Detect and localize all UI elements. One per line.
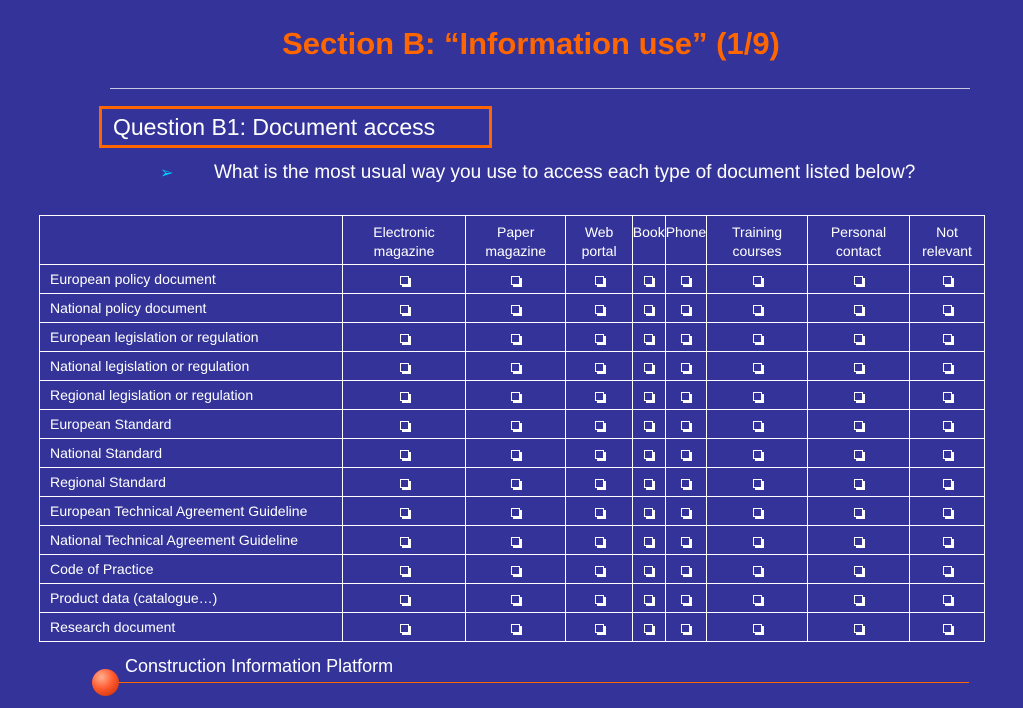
question-label: Question B1: Document access (113, 114, 436, 140)
checkbox-icon[interactable] (644, 508, 653, 517)
checkbox-cell[interactable] (807, 439, 909, 468)
checkbox-icon[interactable] (644, 305, 653, 314)
checkbox-icon[interactable] (595, 566, 604, 575)
checkbox-icon[interactable] (943, 624, 952, 633)
table-row (40, 265, 985, 294)
checkbox-cell[interactable] (466, 613, 566, 642)
checkbox-cell[interactable] (910, 352, 985, 381)
checkbox-icon[interactable] (753, 363, 762, 372)
checkbox-icon[interactable] (511, 305, 520, 314)
checkbox-cell[interactable] (807, 526, 909, 555)
checkbox-icon[interactable] (943, 305, 952, 314)
checkbox-cell[interactable] (466, 381, 566, 410)
checkbox-cell[interactable] (910, 439, 985, 468)
checkbox-icon[interactable] (943, 421, 952, 430)
checkbox-cell[interactable] (707, 439, 808, 468)
checkbox-icon[interactable] (400, 305, 409, 314)
checkbox-cell[interactable] (466, 468, 566, 497)
checkbox-icon[interactable] (400, 566, 409, 575)
slide-title: Section B: “Information use” (1/9) (282, 26, 780, 61)
checkbox-cell[interactable] (343, 323, 466, 352)
checkbox-cell[interactable] (665, 497, 706, 526)
table-row (40, 439, 985, 468)
table-header-row (40, 216, 985, 265)
checkbox-cell[interactable] (665, 265, 706, 294)
checkbox-cell[interactable] (910, 526, 985, 555)
table-body (40, 265, 985, 642)
checkbox-cell[interactable] (632, 468, 665, 497)
title-divider (110, 88, 970, 89)
checkbox-cell[interactable] (910, 613, 985, 642)
checkbox-icon[interactable] (681, 508, 690, 517)
checkbox-cell[interactable] (343, 352, 466, 381)
checkbox-cell[interactable] (632, 352, 665, 381)
checkbox-cell[interactable] (466, 584, 566, 613)
table-row (40, 613, 985, 642)
checkbox-icon[interactable] (943, 566, 952, 575)
checkbox-icon[interactable] (943, 595, 952, 604)
checkbox-icon[interactable] (400, 624, 409, 633)
checkbox-icon[interactable] (644, 595, 653, 604)
checkbox-icon[interactable] (753, 537, 762, 546)
checkbox-cell[interactable] (632, 294, 665, 323)
checkbox-icon[interactable] (943, 450, 952, 459)
checkbox-icon[interactable] (943, 479, 952, 488)
document-access-table (39, 215, 985, 642)
checkbox-icon[interactable] (644, 566, 653, 575)
checkbox-cell[interactable] (343, 265, 466, 294)
checkbox-cell[interactable] (707, 526, 808, 555)
checkbox-icon[interactable] (400, 508, 409, 517)
checkbox-cell[interactable] (632, 410, 665, 439)
checkbox-cell[interactable] (807, 555, 909, 584)
checkbox-cell[interactable] (807, 265, 909, 294)
checkbox-icon[interactable] (753, 450, 762, 459)
checkbox-icon[interactable] (753, 595, 762, 604)
checkbox-cell[interactable] (343, 526, 466, 555)
checkbox-icon[interactable] (511, 450, 520, 459)
checkbox-cell[interactable] (632, 613, 665, 642)
checkbox-cell[interactable] (566, 468, 632, 497)
checkbox-icon[interactable] (753, 566, 762, 575)
checkbox-icon[interactable] (854, 595, 863, 604)
checkbox-icon[interactable] (854, 421, 863, 430)
checkbox-icon[interactable] (595, 421, 604, 430)
arrow-bullet-icon: ➢ (160, 165, 174, 182)
checkbox-icon[interactable] (511, 595, 520, 604)
checkbox-cell[interactable] (910, 381, 985, 410)
checkbox-icon[interactable] (644, 421, 653, 430)
table-row (40, 497, 985, 526)
checkbox-icon[interactable] (681, 334, 690, 343)
column-header: Not relevant (910, 216, 985, 265)
column-header: Phone (665, 216, 706, 265)
checkbox-icon[interactable] (681, 479, 690, 488)
checkbox-cell[interactable] (343, 294, 466, 323)
checkbox-icon[interactable] (400, 479, 409, 488)
checkbox-icon[interactable] (644, 479, 653, 488)
checkbox-icon[interactable] (595, 450, 604, 459)
checkbox-cell[interactable] (566, 352, 632, 381)
row-label: Regional legislation or regulation (40, 381, 343, 410)
checkbox-cell[interactable] (707, 381, 808, 410)
checkbox-icon[interactable] (681, 276, 690, 285)
checkbox-icon[interactable] (595, 479, 604, 488)
column-header: Book (632, 216, 665, 265)
table-row (40, 381, 985, 410)
checkbox-cell[interactable] (707, 613, 808, 642)
row-label: Product data (catalogue…) (40, 584, 343, 613)
checkbox-icon[interactable] (511, 508, 520, 517)
row-label: European policy document (40, 265, 343, 294)
checkbox-icon[interactable] (681, 566, 690, 575)
checkbox-cell[interactable] (707, 265, 808, 294)
checkbox-icon[interactable] (943, 363, 952, 372)
table-row (40, 526, 985, 555)
row-label: National policy document (40, 294, 343, 323)
checkbox-icon[interactable] (753, 421, 762, 430)
table-row (40, 352, 985, 381)
checkbox-cell[interactable] (343, 555, 466, 584)
checkbox-cell[interactable] (910, 584, 985, 613)
row-label: European Technical Agreement Guideline (40, 497, 343, 526)
checkbox-cell[interactable] (665, 613, 706, 642)
checkbox-icon[interactable] (595, 276, 604, 285)
checkbox-icon[interactable] (511, 392, 520, 401)
checkbox-cell[interactable] (707, 584, 808, 613)
checkbox-icon[interactable] (400, 421, 409, 430)
row-label: National legislation or regulation (40, 352, 343, 381)
checkbox-icon[interactable] (753, 334, 762, 343)
checkbox-icon[interactable] (511, 537, 520, 546)
checkbox-cell[interactable] (665, 323, 706, 352)
checkbox-cell[interactable] (466, 265, 566, 294)
checkbox-icon[interactable] (400, 392, 409, 401)
checkbox-cell[interactable] (632, 265, 665, 294)
footer-divider (118, 682, 969, 683)
checkbox-icon[interactable] (681, 595, 690, 604)
question-text: What is the most usual way you use to access each type of document listed below? (214, 162, 916, 183)
checkbox-cell[interactable] (466, 526, 566, 555)
table-row (40, 584, 985, 613)
checkbox-cell[interactable] (707, 555, 808, 584)
checkbox-icon[interactable] (644, 276, 653, 285)
checkbox-icon[interactable] (595, 624, 604, 633)
checkbox-icon[interactable] (681, 363, 690, 372)
checkbox-cell[interactable] (466, 555, 566, 584)
checkbox-cell[interactable] (910, 323, 985, 352)
checkbox-cell[interactable] (665, 410, 706, 439)
checkbox-icon[interactable] (681, 624, 690, 633)
checkbox-icon[interactable] (511, 334, 520, 343)
checkbox-icon[interactable] (681, 450, 690, 459)
column-header: Training courses (707, 216, 808, 265)
checkbox-icon[interactable] (753, 305, 762, 314)
checkbox-icon[interactable] (595, 508, 604, 517)
checkbox-cell[interactable] (707, 323, 808, 352)
checkbox-cell[interactable] (665, 439, 706, 468)
checkbox-cell[interactable] (632, 584, 665, 613)
checkbox-icon[interactable] (400, 595, 409, 604)
checkbox-cell[interactable] (632, 381, 665, 410)
checkbox-cell[interactable] (566, 410, 632, 439)
column-header: Web portal (566, 216, 632, 265)
checkbox-icon[interactable] (681, 537, 690, 546)
checkbox-cell[interactable] (665, 352, 706, 381)
checkbox-cell[interactable] (910, 265, 985, 294)
checkbox-cell[interactable] (707, 294, 808, 323)
checkbox-cell[interactable] (566, 381, 632, 410)
checkbox-cell[interactable] (566, 439, 632, 468)
checkbox-cell[interactable] (566, 265, 632, 294)
checkbox-cell[interactable] (466, 323, 566, 352)
checkbox-icon[interactable] (595, 595, 604, 604)
checkbox-cell[interactable] (910, 468, 985, 497)
checkbox-icon[interactable] (943, 334, 952, 343)
checkbox-icon[interactable] (400, 363, 409, 372)
checkbox-cell[interactable] (343, 439, 466, 468)
row-label: National Technical Agreement Guideline (40, 526, 343, 555)
checkbox-cell[interactable] (632, 497, 665, 526)
checkbox-icon[interactable] (681, 421, 690, 430)
row-label: Code of Practice (40, 555, 343, 584)
checkbox-cell[interactable] (910, 555, 985, 584)
question-label-box (99, 106, 492, 148)
orb-logo-icon (92, 669, 119, 696)
checkbox-icon[interactable] (595, 305, 604, 314)
checkbox-cell[interactable] (566, 584, 632, 613)
checkbox-icon[interactable] (400, 450, 409, 459)
checkbox-icon[interactable] (753, 508, 762, 517)
checkbox-cell[interactable] (466, 497, 566, 526)
column-header: Personal contact (807, 216, 909, 265)
checkbox-icon[interactable] (595, 363, 604, 372)
checkbox-icon[interactable] (681, 305, 690, 314)
checkbox-cell[interactable] (707, 410, 808, 439)
table-row (40, 294, 985, 323)
checkbox-cell[interactable] (665, 294, 706, 323)
checkbox-icon[interactable] (511, 276, 520, 285)
checkbox-cell[interactable] (807, 497, 909, 526)
checkbox-icon[interactable] (644, 450, 653, 459)
checkbox-icon[interactable] (753, 479, 762, 488)
checkbox-icon[interactable] (854, 334, 863, 343)
checkbox-icon[interactable] (644, 624, 653, 633)
checkbox-icon[interactable] (511, 363, 520, 372)
checkbox-cell[interactable] (466, 294, 566, 323)
checkbox-cell[interactable] (807, 584, 909, 613)
column-header: Electronic magazine (343, 216, 466, 265)
checkbox-cell[interactable] (807, 323, 909, 352)
checkbox-icon[interactable] (511, 566, 520, 575)
checkbox-cell[interactable] (632, 555, 665, 584)
checkbox-icon[interactable] (854, 508, 863, 517)
checkbox-icon[interactable] (400, 276, 409, 285)
checkbox-cell[interactable] (343, 410, 466, 439)
checkbox-cell[interactable] (910, 410, 985, 439)
checkbox-cell[interactable] (466, 352, 566, 381)
checkbox-cell[interactable] (566, 526, 632, 555)
checkbox-cell[interactable] (343, 468, 466, 497)
checkbox-cell[interactable] (807, 468, 909, 497)
checkbox-icon[interactable] (753, 276, 762, 285)
checkbox-icon[interactable] (511, 479, 520, 488)
checkbox-icon[interactable] (943, 537, 952, 546)
checkbox-cell[interactable] (632, 439, 665, 468)
checkbox-cell[interactable] (807, 352, 909, 381)
checkbox-cell[interactable] (466, 439, 566, 468)
table-corner-cell (40, 216, 343, 265)
checkbox-cell[interactable] (343, 381, 466, 410)
checkbox-icon[interactable] (854, 479, 863, 488)
checkbox-icon[interactable] (595, 392, 604, 401)
checkbox-cell[interactable] (566, 294, 632, 323)
checkbox-icon[interactable] (854, 363, 863, 372)
checkbox-icon[interactable] (753, 392, 762, 401)
checkbox-cell[interactable] (566, 613, 632, 642)
checkbox-cell[interactable] (665, 584, 706, 613)
checkbox-icon[interactable] (595, 334, 604, 343)
checkbox-cell[interactable] (566, 497, 632, 526)
checkbox-cell[interactable] (343, 497, 466, 526)
row-label: Regional Standard (40, 468, 343, 497)
checkbox-cell[interactable] (807, 294, 909, 323)
checkbox-icon[interactable] (854, 450, 863, 459)
checkbox-icon[interactable] (854, 305, 863, 314)
checkbox-icon[interactable] (644, 363, 653, 372)
checkbox-cell[interactable] (807, 381, 909, 410)
row-label: European legislation or regulation (40, 323, 343, 352)
checkbox-icon[interactable] (943, 276, 952, 285)
checkbox-cell[interactable] (707, 352, 808, 381)
checkbox-cell[interactable] (910, 294, 985, 323)
checkbox-cell[interactable] (566, 555, 632, 584)
checkbox-cell[interactable] (707, 468, 808, 497)
checkbox-icon[interactable] (644, 537, 653, 546)
checkbox-cell[interactable] (632, 526, 665, 555)
checkbox-icon[interactable] (943, 508, 952, 517)
checkbox-cell[interactable] (665, 381, 706, 410)
checkbox-icon[interactable] (511, 624, 520, 633)
column-header: Paper magazine (466, 216, 566, 265)
table-row (40, 468, 985, 497)
checkbox-cell[interactable] (466, 410, 566, 439)
checkbox-icon[interactable] (854, 392, 863, 401)
checkbox-icon[interactable] (400, 334, 409, 343)
checkbox-icon[interactable] (854, 537, 863, 546)
checkbox-cell[interactable] (665, 526, 706, 555)
checkbox-icon[interactable] (854, 276, 863, 285)
checkbox-cell[interactable] (807, 410, 909, 439)
checkbox-icon[interactable] (854, 566, 863, 575)
checkbox-cell[interactable] (807, 613, 909, 642)
checkbox-cell[interactable] (665, 555, 706, 584)
checkbox-icon[interactable] (511, 421, 520, 430)
row-label: National Standard (40, 439, 343, 468)
footer-text: Construction Information Platform (125, 656, 394, 676)
checkbox-icon[interactable] (644, 334, 653, 343)
checkbox-cell[interactable] (665, 468, 706, 497)
row-label: Research document (40, 613, 343, 642)
checkbox-icon[interactable] (943, 392, 952, 401)
row-label: European Standard (40, 410, 343, 439)
table-row (40, 410, 985, 439)
checkbox-cell[interactable] (566, 323, 632, 352)
checkbox-cell[interactable] (343, 584, 466, 613)
table-row (40, 323, 985, 352)
checkbox-icon[interactable] (854, 624, 863, 633)
checkbox-cell[interactable] (910, 497, 985, 526)
checkbox-icon[interactable] (681, 392, 690, 401)
table-row (40, 555, 985, 584)
checkbox-icon[interactable] (644, 392, 653, 401)
checkbox-cell[interactable] (707, 497, 808, 526)
checkbox-cell[interactable] (343, 613, 466, 642)
checkbox-icon[interactable] (595, 537, 604, 546)
checkbox-icon[interactable] (753, 624, 762, 633)
checkbox-icon[interactable] (400, 537, 409, 546)
checkbox-cell[interactable] (632, 323, 665, 352)
